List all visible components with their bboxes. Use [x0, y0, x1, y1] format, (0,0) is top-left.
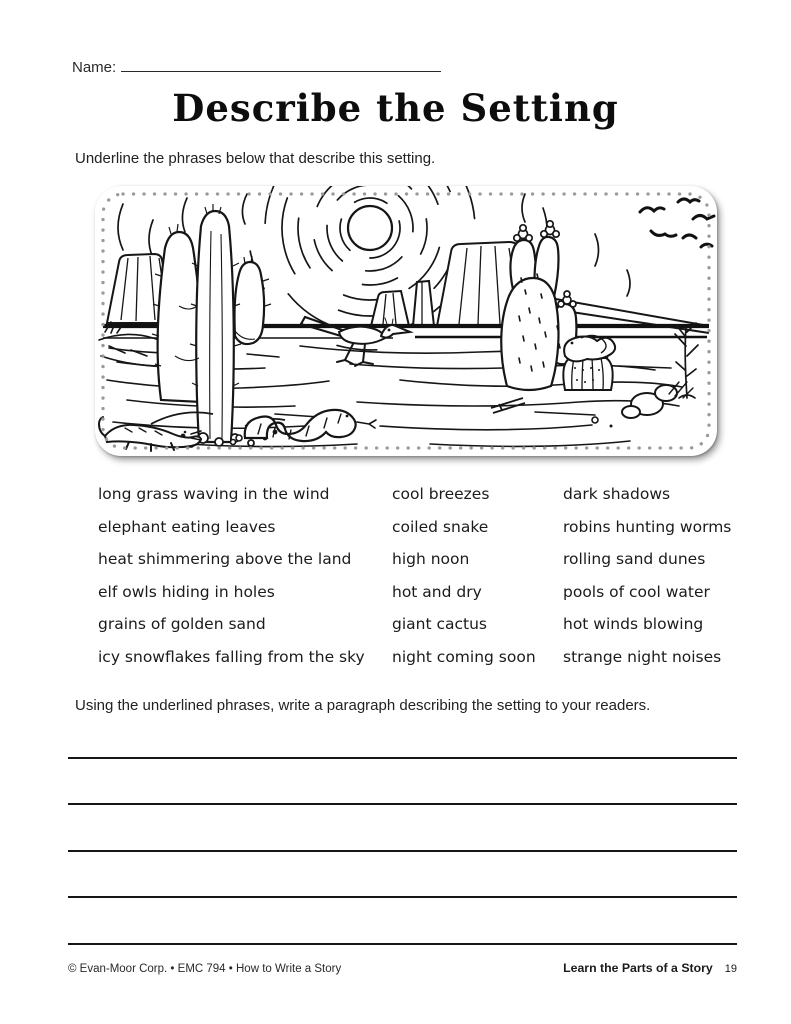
birds-icon	[640, 199, 714, 247]
phrase-item[interactable]: grains of golden sand	[98, 615, 266, 634]
writing-line[interactable]	[68, 896, 737, 898]
instruction-underline: Underline the phrases below that describe this setting.	[75, 150, 436, 167]
phrase-item[interactable]: heat shimmering above the land	[98, 550, 352, 569]
illustration-frame	[95, 186, 717, 456]
writing-line[interactable]	[68, 943, 737, 945]
phrase-item[interactable]: high noon	[392, 550, 470, 569]
phrase-item[interactable]: giant cactus	[392, 615, 487, 634]
page-number: 19	[724, 963, 737, 975]
phrase-item[interactable]: cool breezes	[392, 485, 490, 503]
rattlesnake	[231, 410, 377, 445]
copyright-text: © Evan-Moor Corp. • EMC 794 • How to Write a Story	[68, 963, 342, 975]
phrase-item[interactable]: elephant eating leaves	[98, 517, 276, 536]
phrase-column-3	[563, 484, 731, 680]
phrase-item[interactable]: icy snowflakes falling from the sky	[98, 647, 365, 666]
phrase-item[interactable]: long grass waving in the wind	[98, 485, 330, 503]
phrase-item[interactable]: hot winds blowing	[563, 615, 704, 634]
name-label: Name:	[72, 59, 117, 76]
phrase-item[interactable]: pools of cool water	[563, 582, 710, 601]
phrase-item[interactable]: dark shadows	[563, 485, 671, 503]
phrase-item[interactable]: elf owls hiding in holes	[98, 582, 275, 601]
phrase-column-1	[98, 484, 365, 680]
section-title-text: Learn the Parts of a Story	[563, 961, 713, 975]
section-title	[563, 961, 737, 975]
phrase-item[interactable]: hot and dry	[392, 582, 482, 601]
sun	[348, 206, 392, 250]
rocks	[592, 385, 677, 428]
name-row	[72, 58, 441, 76]
page-title: Describe the Setting	[172, 86, 619, 130]
phrase-item[interactable]: night coming soon	[392, 647, 536, 666]
writing-line[interactable]	[68, 757, 737, 759]
phrase-item[interactable]: robins hunting worms	[563, 517, 732, 536]
phrase-column-2	[392, 484, 536, 680]
name-blank-line[interactable]	[121, 58, 441, 72]
writing-line[interactable]	[68, 850, 737, 852]
page-footer	[68, 961, 737, 975]
writing-line[interactable]	[68, 803, 737, 805]
desert-scene-illustration	[95, 186, 717, 456]
instruction-paragraph: Using the underlined phrases, write a paragraph describing the setting to your readers.	[75, 697, 651, 714]
phrase-item[interactable]: strange night noises	[563, 647, 722, 666]
phrase-item[interactable]: coiled snake	[392, 517, 489, 536]
phrase-item[interactable]: rolling sand dunes	[563, 550, 706, 569]
